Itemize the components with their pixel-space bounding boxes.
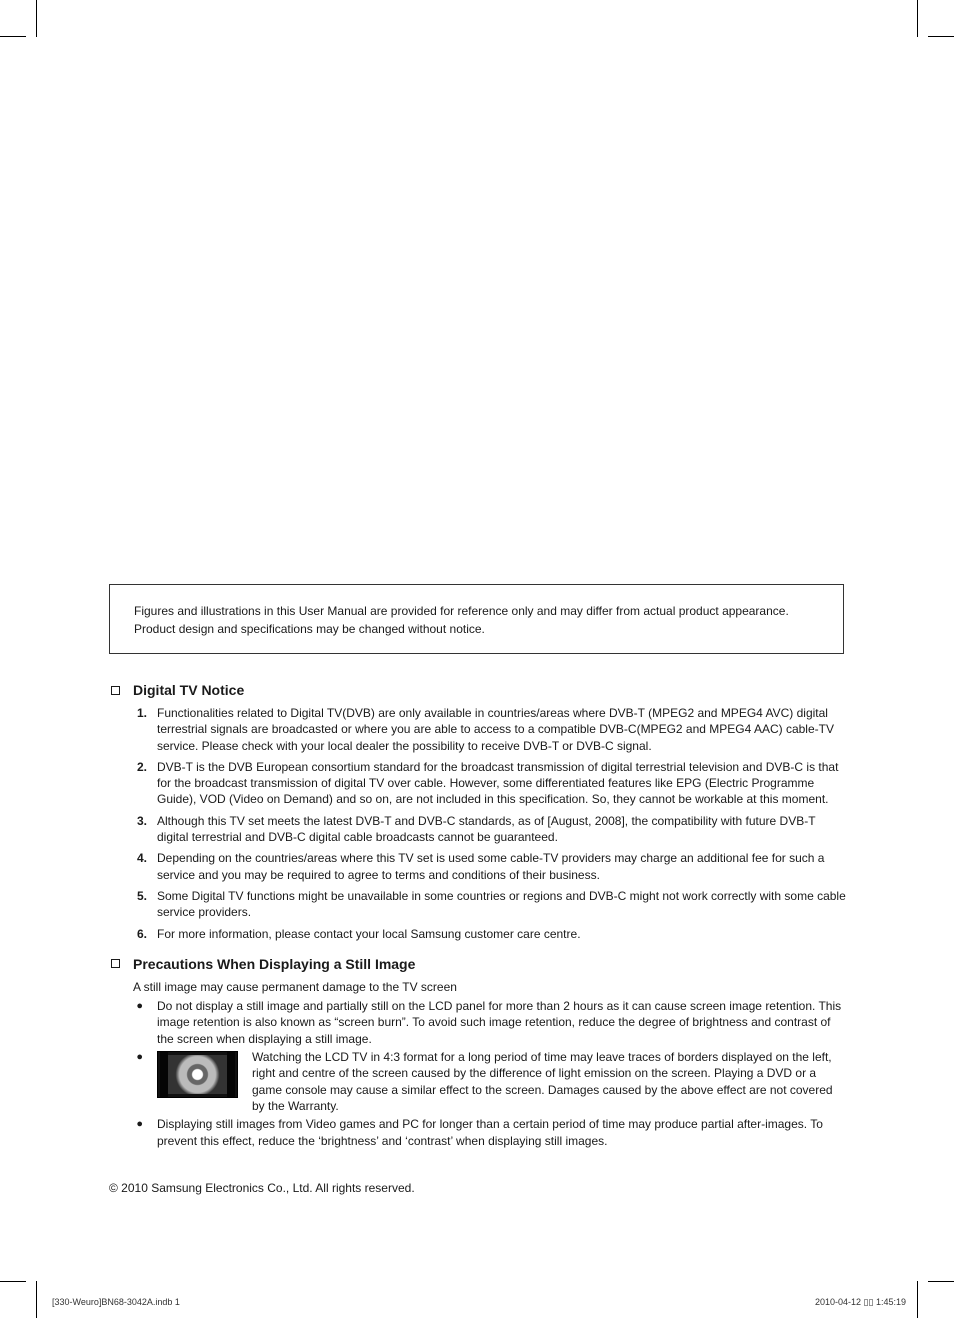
copyright-notice: © 2010 Samsung Electronics Co., Ltd. All rights reserved. [109, 1181, 415, 1195]
section-title-text: Precautions When Displaying a Still Image [133, 955, 416, 972]
crop-mark [0, 36, 26, 37]
checkbox-icon [111, 686, 120, 695]
list-item [109, 1116, 846, 1149]
bullet-icon: ● [136, 1051, 143, 1064]
item-number: 4. [136, 851, 147, 866]
bullet-icon: ● [136, 1118, 143, 1131]
item-number: 2. [136, 759, 147, 774]
section-title [109, 954, 846, 974]
crop-mark [36, 1281, 37, 1318]
disclaimer-box [109, 584, 844, 654]
list-item [109, 759, 846, 808]
item-number: 6. [136, 926, 147, 941]
footer-timestamp: 2010-04-12 ▯▯ 1:45:19 [815, 1297, 906, 1307]
item-text: Functionalities related to Digital TV(DVB) are only available in countries/areas where DVB-T (MPEG2 and MPEG4 AVC) digital terrestrial signals are broadcasted or where you are able to access to a compatible DVB-C(MPEG2 and MPEG4 AAC) cable-TV service. Please check with your local dealer the possibility to receive DVB-T or DVB-C signal. [157, 706, 834, 753]
list-item [109, 813, 846, 846]
section-title [109, 680, 846, 700]
list-item [109, 705, 846, 754]
section-intro: A still image may cause permanent damage to the TV screen [133, 979, 457, 994]
list-item [109, 850, 846, 883]
disclaimer-line: Figures and illustrations in this User Manual are provided for reference only and may differ from actual product appearance. [134, 604, 789, 618]
item-text: Watching the LCD TV in 4:3 format for a long period of time may leave traces of borders displayed on the left, right and centre of the screen caused by the difference of light emission on the screen. Playing a DVD or a game console may cause a similar effect to the screen. Damages caused by the above effect are not covered by the Warranty. [252, 1050, 833, 1113]
list-item [109, 998, 846, 1047]
crop-mark [928, 36, 954, 37]
disclaimer-line: Product design and specifications may be changed without notice. [134, 622, 485, 636]
bullet-list [109, 998, 846, 1149]
crop-mark [917, 1281, 918, 1318]
item-text: Displaying still images from Video games and PC for longer than a certain period of time may produce partial after-images. To prevent this effect, reduce the ‘brightness’ and ‘contrast’ when displaying still images. [157, 1117, 823, 1148]
letterbox-bar [160, 1052, 168, 1097]
digital-tv-notice-section [109, 680, 846, 942]
item-text: Depending on the countries/areas where this TV set is used some cable-TV providers may charge an additional fee for such a service and you may be required to agree to terms and conditions of their business. [157, 851, 825, 882]
tv-screen-image [168, 1055, 227, 1094]
item-number: 5. [136, 888, 147, 903]
numbered-list [109, 705, 846, 942]
list-item [109, 926, 846, 942]
list-item [109, 888, 846, 921]
item-number: 3. [136, 813, 147, 828]
item-text: Do not display a still image and partially still on the LCD panel for more than 2 hours as it can cause screen image retention. This image retention is also known as “screen burn”. To avoid such image retention, reduce the degree of brightness and contrast of the screen when displaying a still image. [157, 999, 842, 1046]
crop-mark [917, 0, 918, 37]
bullet-icon: ● [136, 1000, 143, 1013]
item-number: 1. [136, 706, 147, 720]
crop-mark [36, 0, 37, 37]
item-text: Some Digital TV functions might be unavailable in some countries or regions and DVB-C might not work correctly with some cable service providers. [157, 888, 846, 920]
item-text: Although this TV set meets the latest DVB-T and DVB-C standards, as of [August, 2008], the compatibility with future DVB-T digital terrestrial and DVB-C digital cable broadcasts cannot be guaranteed. [157, 813, 816, 845]
list-item [109, 1049, 846, 1114]
tv-illustration [157, 1051, 238, 1098]
item-text: For more information, please contact your local Samsung customer care centre. [157, 926, 581, 941]
item-text: DVB-T is the DVB European consortium standard for the broadcast transmission of digital terrestrial television and DVB-C is that for the broadcast transmission of digital TV over cable. However, some differentiated features like EPG (Electric Programme Guide), VOD (Video on Demand) and so on, are not included in this specification. So, they cannot be workable at this moment. [157, 759, 839, 807]
footer-filename: [330-Weuro]BN68-3042A.indb 1 [52, 1297, 180, 1307]
section-title-text: Digital TV Notice [133, 682, 245, 698]
crop-mark [0, 1281, 26, 1282]
checkbox-icon [111, 959, 120, 968]
letterbox-bar [227, 1052, 235, 1097]
still-image-precautions-section [109, 954, 846, 1149]
crop-mark [928, 1281, 954, 1282]
main-content [109, 680, 846, 1151]
